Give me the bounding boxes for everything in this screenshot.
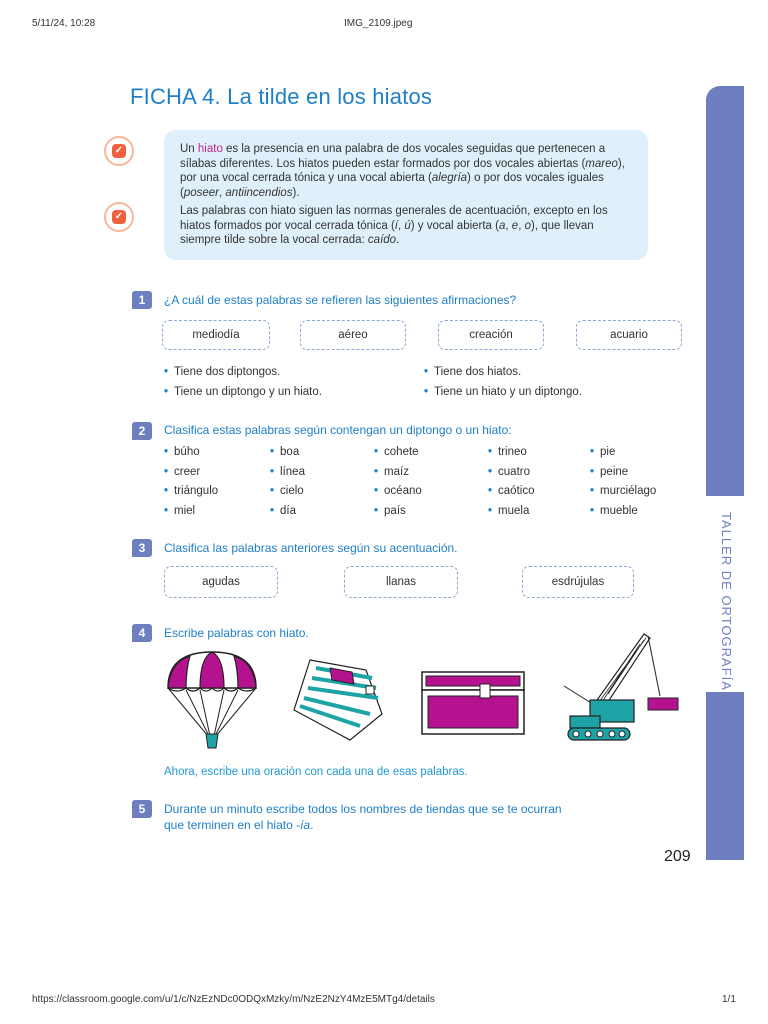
list-item: • día	[270, 505, 297, 517]
list-item: • país	[374, 505, 406, 517]
list-item: • miel	[164, 505, 196, 517]
statement: • Tiene un diptongo y un hiato.	[164, 386, 322, 398]
list-item: • boa	[270, 446, 300, 458]
question-5-line-2: que terminen en el hiato -ía.	[164, 818, 314, 832]
question-2-text: Clasifica estas palabras según contengan un diptongo o un hiato:	[164, 423, 512, 437]
question-1-text: ¿A cuál de estas palabras se refieren las siguientes afirmaciones?	[164, 293, 517, 307]
list-item: • muela	[488, 505, 530, 517]
sidebar-band-top	[706, 86, 744, 496]
info-paragraph-1: Un hiato es la presencia en una palabra de dos vocales seguidas que pertenecen a sílabas diferentes. Los hiatos pueden estar formados por dos vocales abiertas (mareo), por una vocal cerrada tónica y una vocal abierta (alegría) o por dos vocales iguales (poseer, antiincendios).	[180, 143, 625, 199]
towel-icon	[290, 654, 386, 744]
answer-box-llanas[interactable]: llanas	[344, 566, 458, 598]
print-page-count: 1/1	[722, 994, 736, 1005]
word-chip: mediodía	[162, 320, 270, 350]
list-item: • cohete	[374, 446, 419, 458]
question-5-line-1: Durante un minuto escribe todos los nombres de tiendas que se te ocurran	[164, 802, 562, 816]
info-box	[164, 130, 648, 260]
check-badge-icon: ✓	[104, 136, 134, 166]
list-item: • peine	[590, 466, 629, 478]
q4-instruction: Ahora, escribe una oración con cada una de esas palabras.	[164, 766, 468, 778]
word-chip: aéreo	[300, 320, 406, 350]
question-2-number: 2	[132, 422, 152, 440]
keyword-hiato: hiato	[197, 143, 223, 155]
question-4-number: 4	[132, 624, 152, 642]
chest-icon	[420, 670, 526, 736]
list-item: • creer	[164, 466, 201, 478]
list-item: • océano	[374, 485, 422, 497]
check-badge-icon: ✓	[104, 202, 134, 232]
print-date: 5/11/24, 10:28	[32, 18, 96, 29]
sidebar-band-bottom	[706, 692, 744, 860]
statement: • Tiene un hiato y un diptongo.	[424, 386, 582, 398]
list-item: • búho	[164, 446, 200, 458]
list-item: • cielo	[270, 485, 304, 497]
word-chip: creación	[438, 320, 544, 350]
answer-box-esdrujulas[interactable]: esdrújulas	[522, 566, 634, 598]
list-item: • trineo	[488, 446, 527, 458]
parachute-icon	[164, 648, 260, 752]
question-4-text: Escribe palabras con hiato.	[164, 626, 309, 640]
list-item: • cuatro	[488, 466, 530, 478]
sidebar-label: TALLER DE ORTOGRAFÍA	[719, 512, 734, 691]
page-title: FICHA 4. La tilde en los hiatos	[130, 84, 433, 109]
question-5-number: 5	[132, 800, 152, 818]
question-1-number: 1	[132, 291, 152, 309]
list-item: • mueble	[590, 505, 638, 517]
answer-box-agudas[interactable]: agudas	[164, 566, 278, 598]
print-url: https://classroom.google.com/u/1/c/NzEzNDc0ODQxMzky/m/NzE2NzY4MzE5MTg4/details	[32, 994, 435, 1005]
question-3-number: 3	[132, 539, 152, 557]
word-chip: acuario	[576, 320, 682, 350]
list-item: • maíz	[374, 466, 409, 478]
info-paragraph-2: Las palabras con hiato siguen las normas generales de acentuación, excepto en los hiatos formados por vocal cerrada tónica (í, ú) y vocal abierta (a, e, o), que llevan siempre tilde sobre la vocal cerrada: caído.	[180, 205, 608, 246]
list-item: • pie	[590, 446, 616, 458]
list-item: • triángulo	[164, 485, 219, 497]
list-item: • caótico	[488, 485, 535, 497]
list-item: • murciélago	[590, 485, 657, 497]
statement: • Tiene dos hiatos.	[424, 366, 522, 378]
print-filename: IMG_2109.jpeg	[344, 18, 413, 29]
question-3-text: Clasifica las palabras anteriores según su acentuación.	[164, 541, 458, 555]
list-item: • línea	[270, 466, 305, 478]
page-number: 209	[664, 848, 691, 865]
crane-icon	[560, 630, 684, 746]
statement: • Tiene dos diptongos.	[164, 366, 281, 378]
